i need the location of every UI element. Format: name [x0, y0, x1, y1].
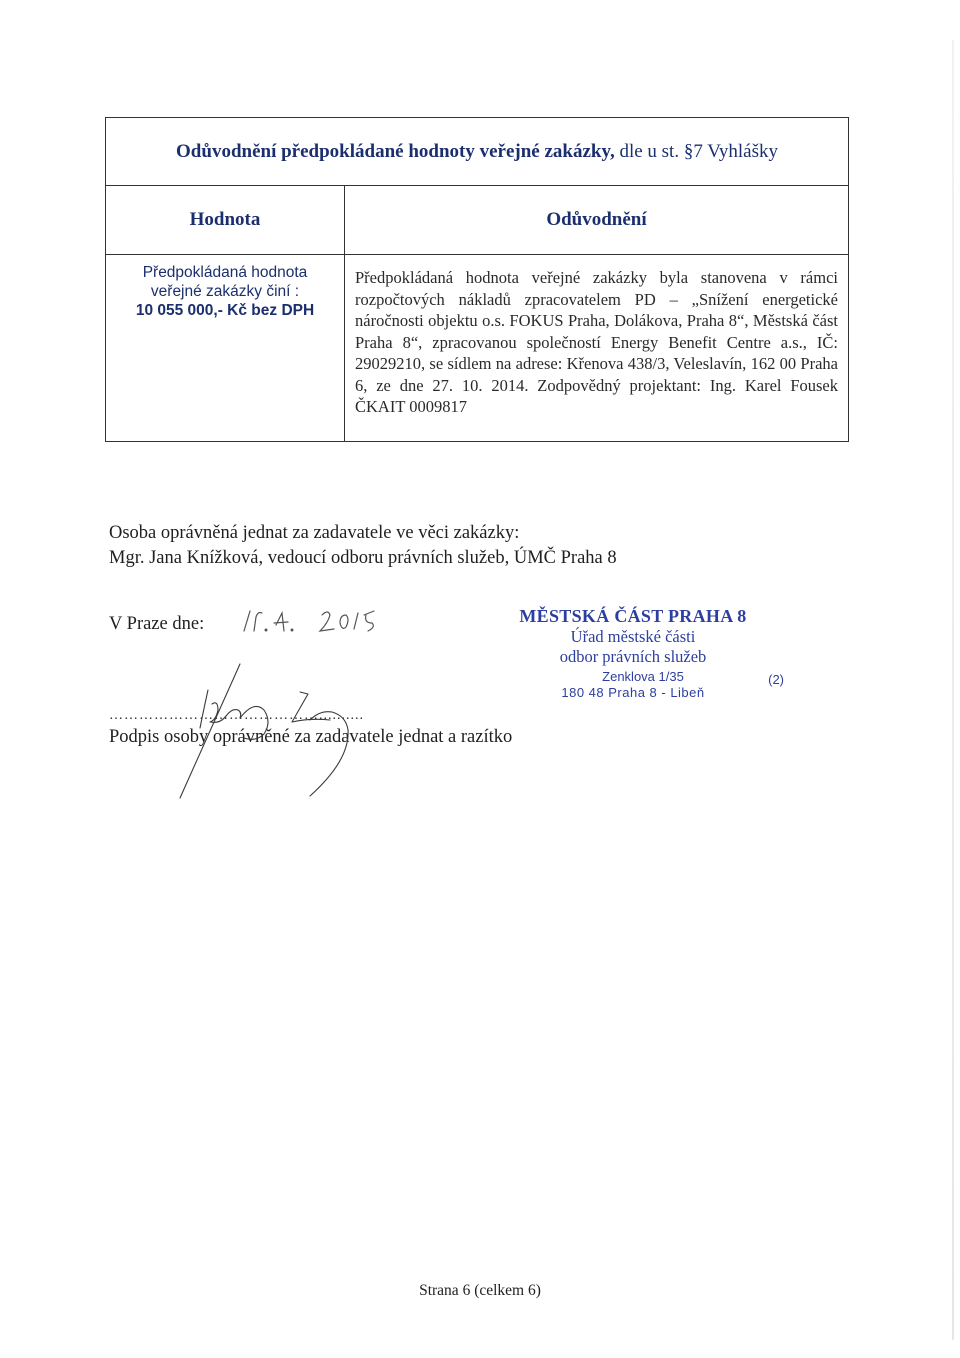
header-reason: Odůvodnění [345, 186, 849, 255]
official-stamp [508, 606, 784, 700]
stamp-number: (2) [768, 672, 784, 687]
stamp-line3: odbor právních služeb [559, 647, 707, 666]
authorized-line1: Osoba oprávněná jednat za zadavatele ve věci zakázky: [109, 523, 520, 543]
stamp-line2: Úřad městské části [570, 627, 696, 646]
table-title-bold: Odůvodnění předpokládané hodnoty veřejné zakázky, [176, 140, 615, 162]
handwritten-signature [160, 650, 390, 800]
header-value: Hodnota [106, 186, 345, 255]
table-title [106, 118, 849, 186]
value-line2: veřejné zakázky činí : [150, 283, 300, 300]
signature-caption: Podpis osoby oprávněné za zadavatele jednat a razítko [109, 727, 513, 747]
stamp-street: Zenklova 1/35 [602, 669, 684, 684]
authorized-person [109, 521, 617, 571]
page-number: Strana 6 (celkem 6) [419, 1282, 541, 1299]
authorized-line2: Mgr. Jana Knížková, vedoucí odboru právních služeb, ÚMČ Praha 8 [109, 548, 617, 568]
stamp-line5: 180 48 Praha 8 - Libeň [561, 685, 705, 700]
handwritten-date [236, 603, 396, 637]
table-title-rest: dle u st. §7 Vyhlášky [614, 140, 778, 162]
value-line1: Předpokládaná hodnota [142, 264, 308, 281]
signature-line: …………………………………….......... [109, 708, 364, 723]
reason-text: Předpokládaná hodnota veřejné zakázky byla stanovena v rámci rozpočtových nákladů zpracovatelem PD – „Snížení energetické náročnosti objektu o.s. FOKUS Praha, Dolákova, Praha 8“, Městská část Praha 8“, zpracovanou společností Energy Benefit Centre a.s., IČ: 29029210, se sídlem na adrese: Křenova 438/3, Veleslavín, 162 00 Praha 6, ze dne 27. 10. 2014. Zodpovědný projektant: Ing. Karel Fousek ČKAIT 0009817 [345, 255, 849, 442]
value-amount: 10 055 000,- Kč bez DPH [135, 302, 315, 319]
estimated-value-cell [106, 255, 345, 442]
stamp-line4 [518, 669, 784, 687]
scan-edge [952, 40, 954, 1340]
date-label: V Praze dne: [109, 614, 205, 634]
stamp-line1: MĚSTSKÁ ČÁST PRAHA 8 [519, 606, 747, 626]
justification-table [105, 117, 849, 442]
